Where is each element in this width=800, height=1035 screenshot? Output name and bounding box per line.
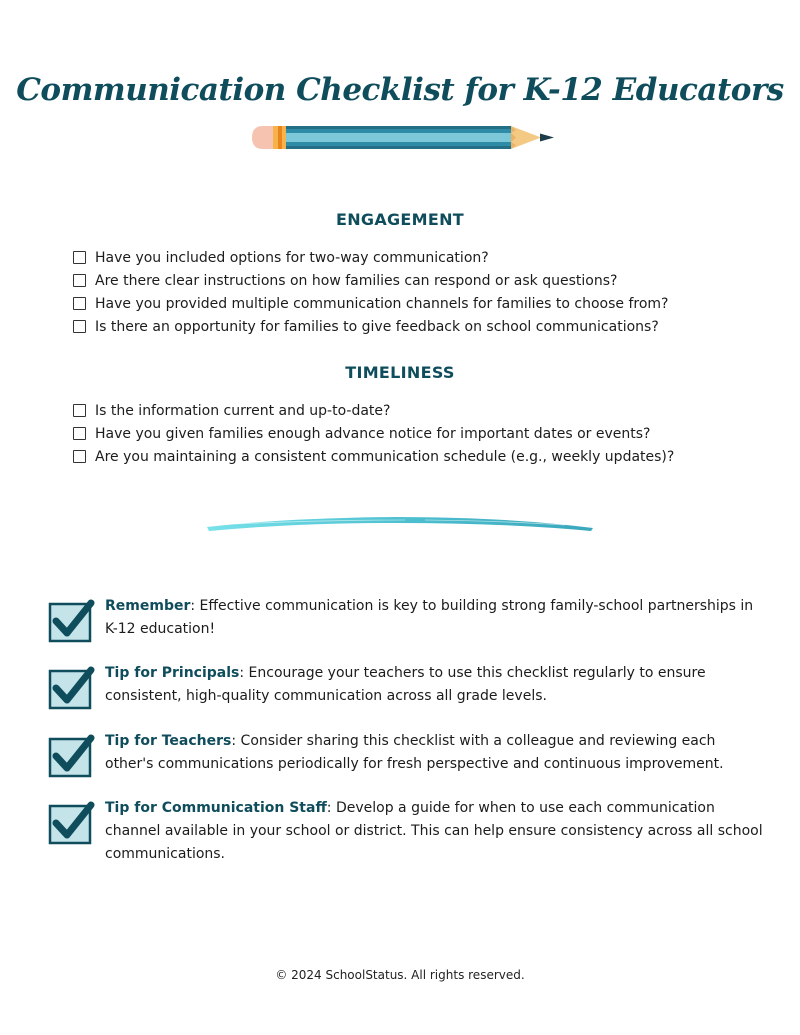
tip-text <box>105 595 768 641</box>
checklist-item-text: Are you maintaining a consistent communication schedule (e.g., weekly updates)? <box>95 448 675 465</box>
checkbox[interactable] <box>73 251 86 264</box>
tip-body: : Effective communication is key to building strong family-school partnerships in K-12 education! <box>105 598 754 637</box>
tip-label: Tip for Principals <box>105 665 240 681</box>
checkbox[interactable] <box>73 274 86 287</box>
checkmark-box-icon <box>48 599 96 643</box>
tip-principals <box>48 662 768 708</box>
checklist-item <box>73 292 668 315</box>
tip-label: Tip for Communication Staff <box>105 800 327 816</box>
checklist-item-text: Have you included options for two-way communication? <box>95 249 489 266</box>
checkbox[interactable] <box>73 297 86 310</box>
checklist-item-text: Have you given families enough advance notice for important dates or events? <box>95 425 651 442</box>
checklist-item <box>73 269 668 292</box>
checkbox[interactable] <box>73 427 86 440</box>
tip-body: : Develop a guide for when to use each communication channel available in your school or district. This can help ensure consistency across all school communications. <box>105 800 763 862</box>
tip-remember <box>48 595 768 641</box>
tip-teachers <box>48 730 768 776</box>
checkmark-box-icon <box>48 666 96 710</box>
checklist-item-text: Are there clear instructions on how families can respond or ask questions? <box>95 272 618 289</box>
checklist-item-text: Is the information current and up-to-date? <box>95 402 391 419</box>
copyright-footer: © 2024 SchoolStatus. All rights reserved. <box>275 968 525 982</box>
tip-text <box>105 662 768 708</box>
page-title: Communication Checklist for K-12 Educators <box>16 72 784 108</box>
checkmark-box-icon <box>48 734 96 778</box>
checklist-item <box>73 445 674 468</box>
checklist-item <box>73 315 668 338</box>
checklist-item <box>73 399 674 422</box>
tip-text <box>105 797 768 866</box>
checkbox[interactable] <box>73 320 86 333</box>
checklist-item <box>73 246 668 269</box>
tip-body: : Encourage your teachers to use this checklist regularly to ensure consistent, high-quality communication across all grade levels. <box>105 665 706 704</box>
tip-body: : Consider sharing this checklist with a colleague and reviewing each other's communications periodically for fresh perspective and continuous improvement. <box>105 733 724 772</box>
pencil-icon <box>251 124 555 151</box>
section-heading-timeliness: TIMELINESS <box>345 363 455 382</box>
checklist-item-text: Is there an opportunity for families to give feedback on school communications? <box>95 318 659 335</box>
tip-label: Remember <box>105 598 191 614</box>
tip-text <box>105 730 768 776</box>
checklist-item-text: Have you provided multiple communication channels for families to choose from? <box>95 295 669 312</box>
checkbox[interactable] <box>73 404 86 417</box>
brush-stroke-divider <box>205 512 597 534</box>
checklist-item <box>73 422 674 445</box>
checkbox[interactable] <box>73 450 86 463</box>
section-heading-engagement: ENGAGEMENT <box>335 210 465 229</box>
checkmark-box-icon <box>48 801 96 845</box>
timeliness-checklist <box>73 399 674 468</box>
tip-label: Tip for Teachers <box>105 733 232 749</box>
tip-communication-staff <box>48 797 768 866</box>
engagement-checklist <box>73 246 668 338</box>
